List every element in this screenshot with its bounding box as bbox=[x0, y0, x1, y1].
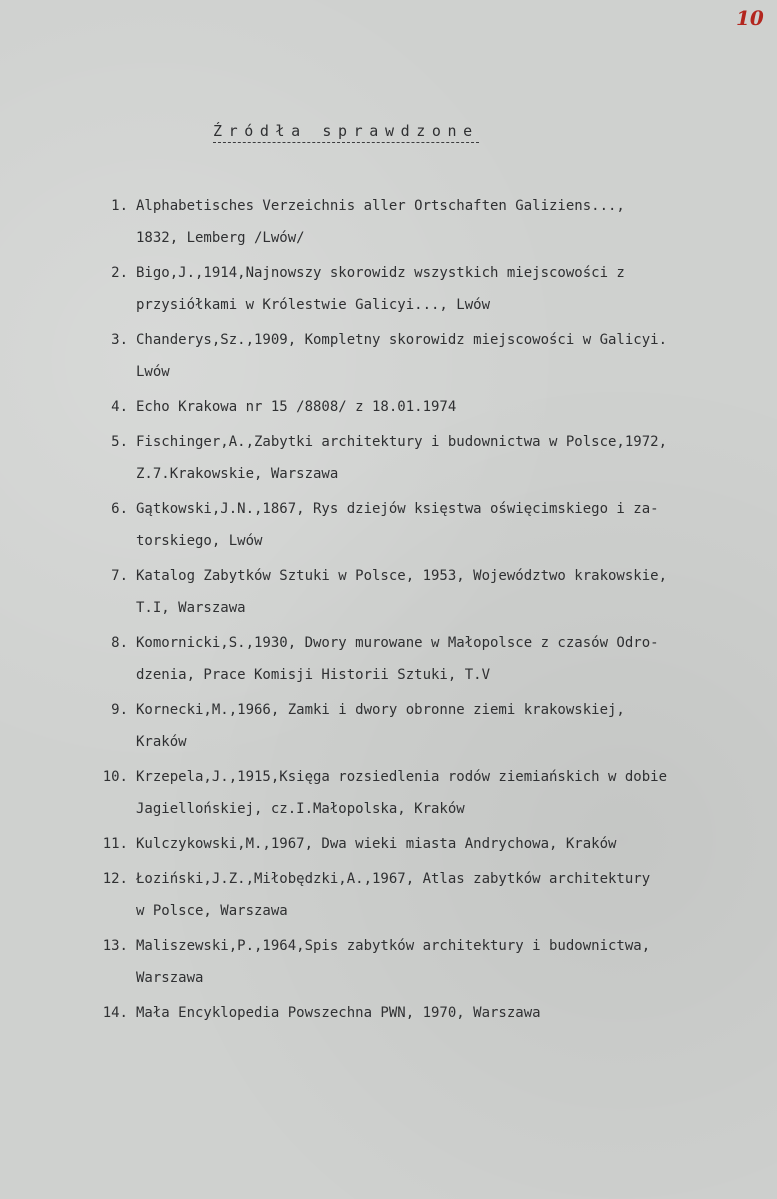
bibliography-entry bbox=[0, 560, 777, 624]
page-heading: Źródła sprawdzone bbox=[213, 122, 479, 143]
entry-number: 11. bbox=[102, 836, 128, 852]
bibliography-entry bbox=[0, 694, 777, 758]
entry-text-line: Mała Encyklopedia Powszechna PWN, 1970, Warszawa bbox=[136, 1005, 541, 1021]
entry-number: 6. bbox=[111, 501, 128, 517]
bibliography-list bbox=[0, 190, 777, 1032]
entry-number: 1. bbox=[111, 198, 128, 214]
entry-text-line: Maliszewski,P.,1964,Spis zabytków architektury i budownictwa, bbox=[136, 938, 651, 954]
bibliography-entry bbox=[0, 627, 777, 691]
entry-text-line: Kulczykowski,M.,1967, Dwa wieki miasta Andrychowa, Kraków bbox=[136, 836, 617, 852]
entry-text-line: Kraków bbox=[136, 734, 187, 750]
bibliography-entry bbox=[0, 828, 777, 860]
entry-number: 2. bbox=[111, 265, 128, 281]
bibliography-entry bbox=[0, 761, 777, 825]
bibliography-entry bbox=[0, 930, 777, 994]
entry-text-line: Echo Krakowa nr 15 /8808/ z 18.01.1974 bbox=[136, 399, 457, 415]
entry-text-line: w Polsce, Warszawa bbox=[136, 903, 288, 919]
entry-text-line: Komornicki,S.,1930, Dwory murowane w Małopolsce z czasów Odro- bbox=[136, 635, 659, 651]
bibliography-entry bbox=[0, 493, 777, 557]
entry-text-line: 1832, Lemberg /Lwów/ bbox=[136, 230, 305, 246]
entry-text-line: Jagiellońskiej, cz.I.Małopolska, Kraków bbox=[136, 801, 465, 817]
entry-text-line: Krzepela,J.,1915,Księga rozsiedlenia rodów ziemiańskich w dobie bbox=[136, 769, 668, 785]
entry-number: 3. bbox=[111, 332, 128, 348]
entry-number: 12. bbox=[102, 871, 128, 887]
entry-text-line: przysiółkami w Królestwie Galicyi..., Lwów bbox=[136, 297, 491, 313]
entry-number: 13. bbox=[102, 938, 128, 954]
entry-text-line: Bigo,J.,1914,Najnowszy skorowidz wszystkich miejscowości z bbox=[136, 265, 625, 281]
bibliography-entry bbox=[0, 257, 777, 321]
entry-text-line: Fischinger,A.,Zabytki architektury i budownictwa w Polsce,1972, bbox=[136, 434, 668, 450]
entry-text-line: Katalog Zabytków Sztuki w Polsce, 1953, Województwo krakowskie, bbox=[136, 568, 668, 584]
bibliography-entry bbox=[0, 997, 777, 1029]
entry-text-line: dzenia, Prace Komisji Historii Sztuki, T.V bbox=[136, 667, 491, 683]
bibliography-entry bbox=[0, 391, 777, 423]
entry-text-line: Alphabetisches Verzeichnis aller Ortschaften Galiziens..., bbox=[136, 198, 625, 214]
entry-text-line: Kornecki,M.,1966, Zamki i dwory obronne ziemi krakowskiej, bbox=[136, 702, 625, 718]
entry-text-line: Lwów bbox=[136, 364, 170, 380]
entry-number: 14. bbox=[102, 1005, 128, 1021]
entry-number: 8. bbox=[111, 635, 128, 651]
bibliography-entry bbox=[0, 863, 777, 927]
bibliography-entry bbox=[0, 324, 777, 388]
entry-number: 4. bbox=[111, 399, 128, 415]
entry-text-line: Chanderys,Sz.,1909, Kompletny skorowidz miejscowości w Galicyi. bbox=[136, 332, 668, 348]
entry-text-line: torskiego, Lwów bbox=[136, 533, 263, 549]
entry-number: 7. bbox=[111, 568, 128, 584]
entry-text-line: Gątkowski,J.N.,1867, Rys dziejów księstwa oświęcimskiego i za- bbox=[136, 501, 659, 517]
entry-number: 5. bbox=[111, 434, 128, 450]
entry-text-line: Łoziński,J.Z.,Miłobędzki,A.,1967, Atlas zabytków architektury bbox=[136, 871, 651, 887]
bibliography-entry bbox=[0, 190, 777, 254]
page-number: 10 bbox=[736, 6, 764, 30]
entry-text-line: Z.7.Krakowskie, Warszawa bbox=[136, 466, 339, 482]
entry-number: 10. bbox=[102, 769, 128, 785]
entry-text-line: Warszawa bbox=[136, 970, 204, 986]
entry-text-line: T.I, Warszawa bbox=[136, 600, 246, 616]
entry-number: 9. bbox=[111, 702, 128, 718]
bibliography-entry bbox=[0, 426, 777, 490]
